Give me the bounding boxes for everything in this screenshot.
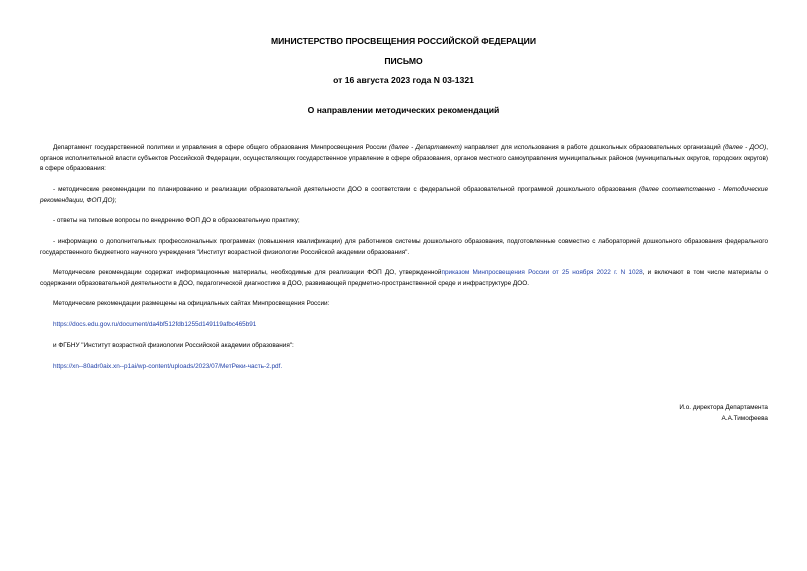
url-paragraph-2 bbox=[40, 362, 768, 373]
paragraph-contents-text-1: Методические рекомендации содержат информационные материалы, необходимые для реализации ФОП ДО, утвержденной bbox=[53, 269, 442, 276]
signature-name: А.А.Тимофеева bbox=[721, 415, 768, 422]
document-date-number: от 16 августа 2023 года N 03-1321 bbox=[333, 75, 474, 85]
signature-position: И.о. директора Департамента bbox=[679, 404, 768, 411]
paragraph-intro bbox=[40, 143, 768, 175]
paragraph-intro-text-2: направляет для использования в работе дошкольных образовательных организаций bbox=[461, 144, 723, 151]
list-item-methodical-recommendations bbox=[40, 185, 768, 206]
institute-pdf-link[interactable]: https://xn--80adr0aix.xn--p1ai/wp-content/uploads/2023/07/МетРеки-часть-2.pdf. bbox=[53, 363, 283, 370]
ministry-title: МИНИСТЕРСТВО ПРОСВЕЩЕНИЯ РОССИЙСКОЙ ФЕДЕРАЦИИ bbox=[270, 36, 537, 46]
list-item-answers: - ответы на типовые вопросы по внедрению ФОП ДО в образовательную практику; bbox=[53, 217, 300, 224]
document-subject: О направлении методических рекомендаций bbox=[307, 105, 500, 115]
paragraph-contents-text-2: , и включают в том числе материалы о содержании образовательной деятельности в ДОО, педагогической диагностике в ДОО, развивающей предметно-пространственной среде и инфраструктуре ДОО. bbox=[40, 269, 768, 287]
paragraph-intro-italic-2: (далее - ДОО) bbox=[722, 144, 767, 151]
list-item-1-italic: (далее соответственно - Методические рекомендации, ФОП ДО) bbox=[40, 186, 768, 204]
paragraph-institute: и ФГБНУ "Институт возрастной физиологии Российской академии образования": bbox=[53, 342, 294, 349]
paragraph-contents bbox=[40, 268, 768, 289]
list-item-1-text-2: ; bbox=[114, 196, 117, 204]
order-link[interactable]: приказом Минпросвещения России от 25 ноября 2022 г. N 1028 bbox=[441, 269, 643, 276]
document-type: ПИСЬМО bbox=[384, 56, 423, 66]
paragraph-intro-text-3: , органов исполнительной власти субъектов Российской Федерации, осуществляющих государственное управление в сфере образования, органов местного самоуправления муниципальных районов (муниципальных округов, городских округов) в сфере образования: bbox=[40, 144, 768, 173]
paragraph-intro-text-1: Департамент государственной политики и управления в сфере общего образования Минпросвещения России bbox=[53, 144, 389, 151]
paragraph-placement: Методические рекомендации размещены на официальных сайтах Минпросвещения России: bbox=[53, 300, 330, 307]
list-item-additional-programs: - информацию о дополнительных профессиональных программах (повышения квалификации) для работников системы дошкольного образования, подготовленные совместно с лабораторией дошкольного образования федерального государственного бюджетного научного учреждения "Институт возрастной физиологии Российской академии образования". bbox=[40, 238, 768, 256]
docs-edu-link[interactable]: https://docs.edu.gov.ru/document/da4bf512fdb1255d149119afbc465b91 bbox=[53, 321, 257, 328]
url-paragraph-1 bbox=[40, 320, 768, 331]
paragraph-intro-italic-1: (далее - Департамент) bbox=[388, 144, 462, 151]
list-item-1-text-1: - методические рекомендации по планированию и реализации образовательной деятельности ДОО в соответствии с федеральной образовательной программой дошкольного образования bbox=[53, 186, 639, 193]
